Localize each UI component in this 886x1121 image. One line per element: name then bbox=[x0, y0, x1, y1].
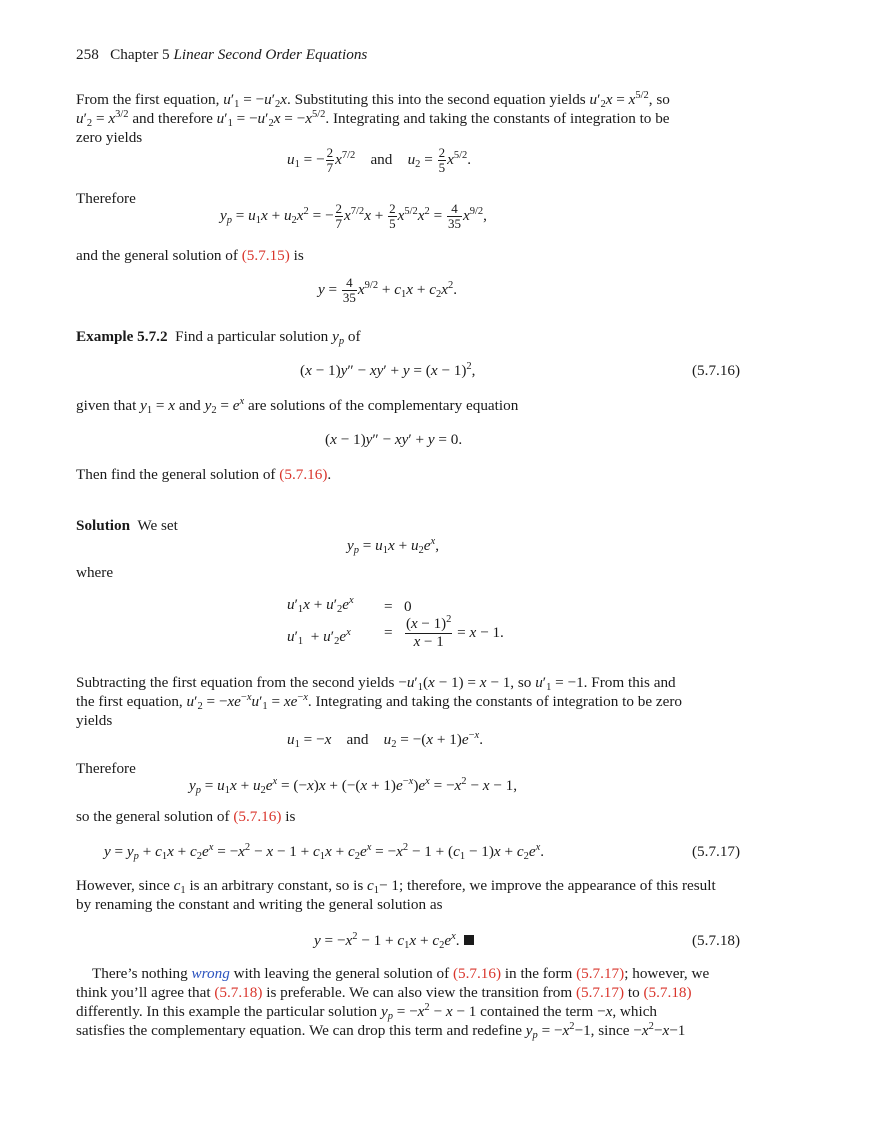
system-eq-1-rhs: = 0 bbox=[384, 598, 412, 615]
equation-yp-ansatz: $y_p = u_1x + u_2e^x$, bbox=[347, 536, 439, 556]
subtracting-line-3: yields bbox=[76, 712, 113, 729]
equation-number-5-7-16: (5.7.16) bbox=[692, 362, 741, 379]
equation-number-5-7-17: (5.7.17) bbox=[692, 843, 741, 860]
ref-5-7-18-b[interactable]: (5.7.18) bbox=[643, 984, 692, 1001]
chapter-label: Chapter 5 bbox=[110, 46, 170, 63]
so-general-text: so the general solution of (5.7.16) is bbox=[76, 808, 296, 825]
solution-heading: Solution We set bbox=[76, 517, 178, 534]
equation-general-solution-1: y = $\frac{4}{35}$ $x^{9/2} + c_1x + c_2x^2$. bbox=[318, 275, 457, 305]
equation-number-5-7-18: (5.7.18) bbox=[692, 932, 741, 949]
ref-5-7-17[interactable]: (5.7.17) bbox=[576, 965, 625, 982]
system-eq-2-rhs: = $\frac{(x - 1)^2}{x - 1}$ = x − 1. bbox=[384, 614, 504, 650]
paragraph-1-line-3: zero yields bbox=[76, 129, 143, 146]
running-header bbox=[76, 45, 367, 64]
ref-5-7-16-c[interactable]: (5.7.16) bbox=[452, 965, 502, 982]
equation-5-7-18: $y = -x^2 - 1 + c_1x + c_2e^x$. bbox=[314, 932, 474, 950]
system-eq-1: $u'_1x + u'_2e^x$ bbox=[287, 595, 354, 615]
equation-yp-2: $y_p = u_1x + u_2e^x = (-x)x + (-(x + 1)e^{-x})e^x = -x^2 - x - 1$, bbox=[189, 776, 518, 796]
subtracting-line-2: the first equation, $u'_2 = -xe^{-x}u'_1 = xe^{-x}$. Integrating and taking the constants of integration to be zero bbox=[76, 692, 683, 712]
final-line-4: satisfies the complementary equation. We can drop this term and redefine $y_p = -x^2-1$, since $-x^2-x-1$ bbox=[76, 1021, 686, 1041]
solution-label: Solution bbox=[76, 517, 131, 534]
given-that-text: given that $y_1 = x$ and $y_2 = e^x$ are solutions of the complementary equation bbox=[76, 396, 519, 416]
ref-5-7-16[interactable]: (5.7.16) bbox=[279, 466, 328, 483]
final-line-2: think you’ll agree that (5.7.18) is preferable. We can also view the transition from (5.7.17) to (5.7.18) bbox=[76, 984, 692, 1001]
then-find-text: Then find the general solution of (5.7.16). bbox=[76, 466, 332, 483]
example-label: Example 5.7.2 bbox=[76, 328, 168, 345]
where-text: where bbox=[76, 564, 114, 581]
therefore-2: Therefore bbox=[76, 760, 136, 777]
equation-u1-u2-b: $u_1 = -x$ and $u_2 = -(x + 1)e^{-x}$. bbox=[287, 730, 483, 750]
therefore-1: Therefore bbox=[76, 190, 136, 207]
qed-square-icon bbox=[464, 935, 474, 945]
ref-5-7-18[interactable]: (5.7.18) bbox=[214, 984, 263, 1001]
ref-5-7-15[interactable]: (5.7.15) bbox=[241, 247, 290, 264]
subtracting-line-1: Subtracting the first equation from the second yields $-u'_1(x - 1) = x - 1$, so $u'_1 = -1$. From this and bbox=[76, 674, 676, 693]
paragraph-1-line-1: From the first equation, $u'_1 = -u'_2x$. Substituting this into the second equation yields $u'_2x = x^{5/2}$, so bbox=[76, 90, 670, 110]
page-number: 258 bbox=[76, 46, 99, 63]
system-eq-2: $u'_1 + u'_2e^x$ bbox=[287, 627, 351, 647]
general-solution-text: and the general solution of (5.7.15) is bbox=[76, 247, 304, 264]
wrong-link[interactable]: wrong bbox=[191, 965, 230, 982]
equation-5-7-16: $(x - 1)y'' - xy' + y = (x - 1)^2$, bbox=[300, 361, 476, 379]
however-line-2: by renaming the constant and writing the general solution as bbox=[76, 896, 443, 913]
example-heading: Example 5.7.2 Find a particular solution $y_p$ of bbox=[76, 328, 361, 347]
equation-complementary: (x − 1)y″ − xy′ + y = 0. bbox=[325, 431, 463, 448]
ref-5-7-17-b[interactable]: (5.7.17) bbox=[575, 984, 625, 1001]
final-line-1: There’s nothing wrong with leaving the general solution of (5.7.16) in the form (5.7.17); however, we bbox=[92, 965, 710, 982]
paragraph-1-line-2: $u'_2 = x^{3/2}$ and therefore $u'_1 = -u'_2x = -x^{5/2}$. Integrating and taking the constants of integration to be bbox=[76, 109, 670, 129]
equation-u1-u2: $u_1$ = − $\frac{2}{7}$ $x^{7/2}$ and $u_2$ = $\frac{2}{5}$ $x^{5/2}$. bbox=[287, 145, 472, 175]
equation-5-7-17: $y = y_p + c_1x + c_2e^x = -x^2 - x - 1 + c_1x + c_2e^x = -x^2 - 1 + (c_1 - 1)x + c_2e^x$. bbox=[104, 842, 545, 862]
however-line-1: However, since $c_1$ is an arbitrary constant, so is $c_1- 1$; therefore, we improve the appearance of this result bbox=[76, 877, 716, 896]
chapter-title: Linear Second Order Equations bbox=[173, 46, 368, 63]
equation-yp-1: $y_p = u_1x + u_2x^2$ = − $\frac{2}{7}$ $x^{7/2}x$ + $\frac{2}{5}$ $x^{5/2}x^2$ = $\frac{4}{35}$ $x^{9/2}$, bbox=[220, 201, 487, 231]
ref-5-7-16-b[interactable]: (5.7.16) bbox=[233, 808, 282, 825]
final-line-3: differently. In this example the particular solution $y_p = -x^2 - x - 1$ contained the term −x, which bbox=[76, 1002, 658, 1022]
